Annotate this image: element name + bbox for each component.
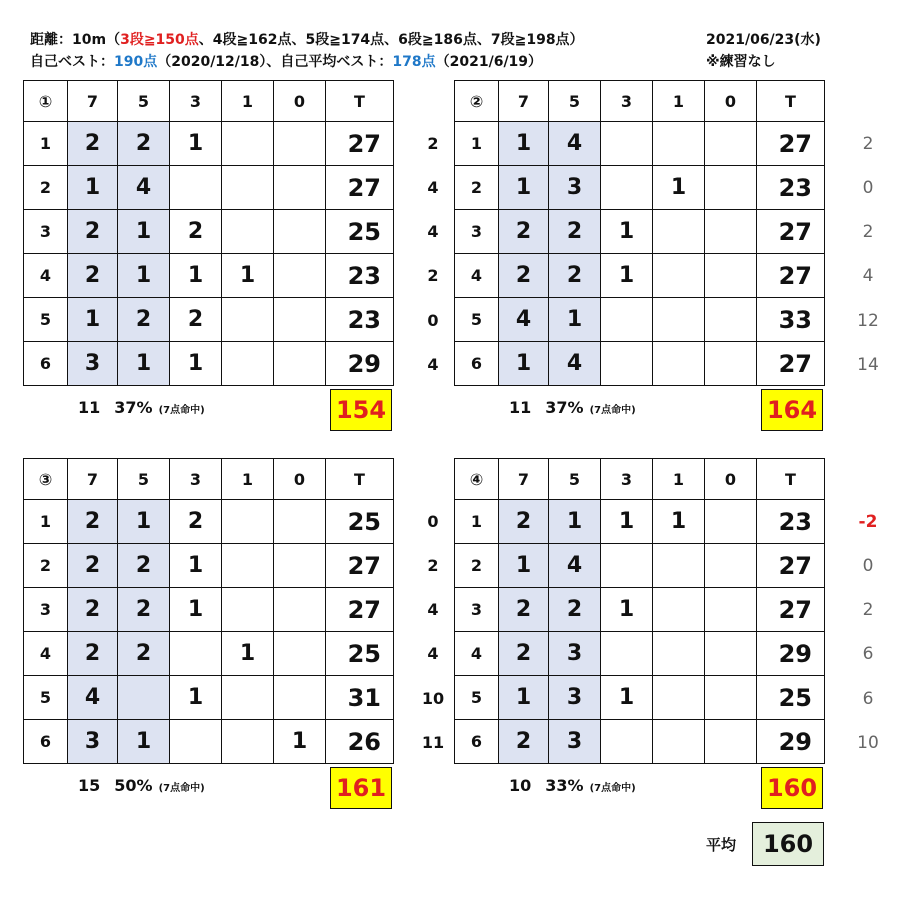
count-3pt: 1: [601, 210, 653, 254]
diff-value: 0: [862, 177, 874, 198]
count-3pt: 1: [170, 676, 222, 720]
count-1pt: [653, 342, 705, 386]
count-5pt: 3: [549, 676, 601, 720]
end-number: 1: [24, 122, 68, 166]
column-header-1: 1: [222, 459, 274, 500]
count-0pt: [705, 166, 757, 210]
count-0pt: [705, 342, 757, 386]
round-2-total: 164: [761, 389, 823, 431]
count-0pt: [274, 210, 326, 254]
count-5pt: [118, 676, 170, 720]
count-1pt: [222, 500, 274, 544]
count-3pt: 2: [170, 298, 222, 342]
header-row: [455, 81, 825, 122]
count-0pt: [705, 500, 757, 544]
end-row: [24, 720, 394, 764]
end-number: 5: [24, 676, 68, 720]
end-row: [455, 122, 825, 166]
end-row: [455, 544, 825, 588]
side-value: 0: [427, 310, 439, 330]
count-0pt: [705, 122, 757, 166]
count-1pt: [222, 720, 274, 764]
average-label: 平均: [706, 836, 737, 854]
count-1pt: [222, 676, 274, 720]
round-1-total: 154: [330, 389, 392, 431]
end-total: 29: [326, 342, 394, 386]
column-header-t: T: [757, 459, 825, 500]
count-7pt: 4: [68, 676, 118, 720]
column-header-3: 3: [601, 459, 653, 500]
column-header-5: 5: [118, 81, 170, 122]
end-row: [455, 500, 825, 544]
count-0pt: [274, 676, 326, 720]
count-7pt: 2: [499, 500, 549, 544]
count-1pt: [653, 298, 705, 342]
column-header-3: 3: [170, 459, 222, 500]
side-value: 4: [427, 644, 439, 664]
count-7pt: 2: [68, 254, 118, 298]
round-label: ④: [455, 459, 499, 500]
end-total: 33: [757, 298, 825, 342]
end-row: [24, 500, 394, 544]
end-row: [24, 166, 394, 210]
column-header-1: 1: [222, 81, 274, 122]
round-3-table: [23, 458, 394, 764]
round-4-hit-rate: 10 33% (7点命中): [509, 776, 636, 795]
count-3pt: 1: [601, 254, 653, 298]
count-5pt: 2: [549, 588, 601, 632]
round-4-table: [454, 458, 825, 764]
count-7pt: 1: [499, 122, 549, 166]
count-5pt: 2: [549, 210, 601, 254]
count-0pt: [705, 544, 757, 588]
diff-value: 12: [857, 310, 879, 331]
count-3pt: [170, 720, 222, 764]
count-3pt: 1: [170, 122, 222, 166]
count-7pt: 1: [499, 166, 549, 210]
count-1pt: [653, 632, 705, 676]
count-7pt: 1: [499, 676, 549, 720]
column-header-5: 5: [118, 459, 170, 500]
end-row: [24, 632, 394, 676]
end-row: [24, 254, 394, 298]
side-value: 4: [427, 355, 439, 374]
count-7pt: 2: [68, 588, 118, 632]
column-header-0: 0: [705, 81, 757, 122]
count-7pt: 2: [68, 544, 118, 588]
end-row: [455, 632, 825, 676]
count-0pt: [705, 632, 757, 676]
end-number: 4: [455, 632, 499, 676]
count-3pt: [601, 122, 653, 166]
count-7pt: 3: [68, 720, 118, 764]
count-0pt: [705, 254, 757, 298]
column-header-0: 0: [274, 81, 326, 122]
count-7pt: 4: [499, 298, 549, 342]
count-0pt: [705, 676, 757, 720]
count-0pt: 1: [274, 720, 326, 764]
count-5pt: 4: [549, 342, 601, 386]
diff-value: 14: [857, 355, 879, 375]
end-total: 25: [757, 676, 825, 720]
average-value: 160: [752, 822, 824, 866]
count-5pt: 4: [549, 544, 601, 588]
count-1pt: [222, 298, 274, 342]
practice-note: ※練習なし: [706, 54, 776, 70]
end-total: 27: [757, 588, 825, 632]
end-row: [455, 166, 825, 210]
end-total: 31: [326, 676, 394, 720]
end-total: 27: [757, 210, 825, 254]
round-3-hit-rate: 15 50% (7点命中): [78, 776, 205, 795]
count-5pt: 2: [118, 544, 170, 588]
count-0pt: [274, 298, 326, 342]
diff-value: 0: [862, 555, 874, 576]
count-1pt: [653, 676, 705, 720]
end-row: [455, 720, 825, 764]
end-number: 1: [455, 122, 499, 166]
count-1pt: [222, 210, 274, 254]
end-number: 6: [24, 342, 68, 386]
count-0pt: [274, 254, 326, 298]
round-2-table: [454, 80, 825, 386]
side-value: 4: [427, 177, 439, 197]
column-header-t: T: [326, 81, 394, 122]
column-header-5: 5: [549, 459, 601, 500]
count-5pt: 2: [549, 254, 601, 298]
end-number: 5: [24, 298, 68, 342]
count-1pt: [222, 166, 274, 210]
count-7pt: 2: [499, 720, 549, 764]
end-total: 23: [326, 298, 394, 342]
count-3pt: 1: [170, 588, 222, 632]
count-1pt: [222, 588, 274, 632]
end-number: 1: [455, 500, 499, 544]
count-7pt: 3: [68, 342, 118, 386]
dan3-threshold: 3段≧150点: [120, 32, 199, 48]
count-7pt: 1: [499, 342, 549, 386]
end-row: [24, 342, 394, 386]
end-number: 6: [24, 720, 68, 764]
count-7pt: 2: [499, 254, 549, 298]
end-row: [455, 210, 825, 254]
round-2-hit-rate: 11 37% (7点命中): [509, 398, 636, 417]
end-total: 29: [757, 632, 825, 676]
count-7pt: 2: [68, 500, 118, 544]
end-row: [24, 544, 394, 588]
count-1pt: 1: [222, 632, 274, 676]
count-5pt: 3: [549, 632, 601, 676]
round-3-total: 161: [330, 767, 392, 809]
count-0pt: [705, 720, 757, 764]
end-number: 4: [455, 254, 499, 298]
end-number: 3: [455, 210, 499, 254]
count-7pt: 2: [499, 210, 549, 254]
count-5pt: 2: [118, 588, 170, 632]
count-1pt: [222, 544, 274, 588]
count-7pt: 1: [499, 544, 549, 588]
round-1-hit-rate: 11 37% (7点命中): [78, 398, 205, 417]
count-7pt: 2: [68, 210, 118, 254]
end-total: 26: [326, 720, 394, 764]
end-row: [24, 298, 394, 342]
header-row: [24, 81, 394, 122]
diff-value: 2: [862, 133, 874, 154]
count-7pt: 1: [68, 166, 118, 210]
column-header-t: T: [757, 81, 825, 122]
count-3pt: 1: [170, 254, 222, 298]
count-0pt: [705, 298, 757, 342]
diff-value: 6: [862, 688, 874, 709]
end-number: 2: [24, 166, 68, 210]
end-number: 3: [24, 588, 68, 632]
end-total: 27: [326, 588, 394, 632]
count-3pt: [601, 298, 653, 342]
count-5pt: 1: [549, 500, 601, 544]
end-number: 6: [455, 342, 499, 386]
round-label: ①: [24, 81, 68, 122]
end-total: 27: [757, 342, 825, 386]
end-total: 29: [757, 720, 825, 764]
end-number: 2: [24, 544, 68, 588]
count-5pt: 2: [118, 632, 170, 676]
count-3pt: [601, 720, 653, 764]
count-3pt: 1: [601, 500, 653, 544]
end-row: [455, 342, 825, 386]
count-1pt: 1: [653, 500, 705, 544]
count-3pt: [170, 632, 222, 676]
count-0pt: [274, 544, 326, 588]
column-header-3: 3: [601, 81, 653, 122]
count-0pt: [705, 210, 757, 254]
count-7pt: 2: [68, 122, 118, 166]
count-3pt: [601, 342, 653, 386]
side-value: 11: [421, 733, 445, 752]
session-date: 2021/06/23(水): [706, 32, 821, 48]
count-5pt: 3: [549, 166, 601, 210]
count-5pt: 3: [549, 720, 601, 764]
count-1pt: [653, 588, 705, 632]
end-number: 1: [24, 500, 68, 544]
end-total: 27: [326, 122, 394, 166]
count-7pt: 2: [499, 588, 549, 632]
end-number: 2: [455, 166, 499, 210]
diff-value: 2: [862, 600, 874, 621]
side-value: 2: [427, 266, 439, 286]
column-header-5: 5: [549, 81, 601, 122]
end-total: 25: [326, 632, 394, 676]
count-3pt: 1: [601, 588, 653, 632]
count-3pt: 2: [170, 210, 222, 254]
end-row: [455, 676, 825, 720]
count-0pt: [274, 342, 326, 386]
column-header-7: 7: [68, 459, 118, 500]
count-5pt: 4: [549, 122, 601, 166]
count-5pt: 1: [118, 720, 170, 764]
count-0pt: [274, 166, 326, 210]
count-0pt: [274, 632, 326, 676]
end-number: 3: [455, 588, 499, 632]
distance-line: 距離：10m（3段≧150点、4段≧162点、5段≧174点、6段≧186点、7段≧198点）: [30, 32, 584, 48]
column-header-3: 3: [170, 81, 222, 122]
diff-value: 2: [862, 222, 874, 243]
count-3pt: 1: [170, 544, 222, 588]
end-total: 27: [326, 166, 394, 210]
count-5pt: 4: [118, 166, 170, 210]
round-label: ③: [24, 459, 68, 500]
count-0pt: [705, 588, 757, 632]
count-5pt: 1: [549, 298, 601, 342]
best-line: 自己ベスト：190点（2020/12/18）、自己平均ベスト：178点（2021/6/19）: [30, 54, 543, 70]
diff-value: 4: [862, 266, 874, 287]
side-value: 2: [427, 555, 439, 575]
side-value: 2: [427, 133, 439, 153]
count-0pt: [274, 500, 326, 544]
count-3pt: 1: [170, 342, 222, 386]
column-header-7: 7: [68, 81, 118, 122]
end-row: [24, 122, 394, 166]
diff-value: 10: [857, 733, 879, 753]
round-label: ②: [455, 81, 499, 122]
count-5pt: 1: [118, 254, 170, 298]
end-total: 27: [757, 254, 825, 298]
side-value: 4: [427, 222, 439, 242]
end-number: 4: [24, 254, 68, 298]
count-3pt: [601, 166, 653, 210]
side-value: 0: [427, 511, 439, 531]
count-3pt: 2: [170, 500, 222, 544]
count-5pt: 2: [118, 298, 170, 342]
end-number: 5: [455, 298, 499, 342]
end-total: 23: [757, 166, 825, 210]
end-number: 3: [24, 210, 68, 254]
end-total: 27: [757, 544, 825, 588]
column-header-7: 7: [499, 81, 549, 122]
header-row: [455, 459, 825, 500]
end-row: [24, 676, 394, 720]
end-total: 23: [757, 500, 825, 544]
count-1pt: [653, 720, 705, 764]
end-row: [455, 298, 825, 342]
count-1pt: [222, 122, 274, 166]
count-3pt: 1: [601, 676, 653, 720]
end-total: 27: [757, 122, 825, 166]
count-5pt: 2: [118, 122, 170, 166]
average-best: 178点: [392, 54, 436, 70]
count-1pt: [653, 210, 705, 254]
count-7pt: 1: [68, 298, 118, 342]
count-7pt: 2: [68, 632, 118, 676]
diff-value: -2: [858, 511, 878, 532]
end-number: 5: [455, 676, 499, 720]
count-3pt: [170, 166, 222, 210]
count-3pt: [601, 632, 653, 676]
count-1pt: [653, 122, 705, 166]
count-1pt: [222, 342, 274, 386]
column-header-1: 1: [653, 81, 705, 122]
column-header-1: 1: [653, 459, 705, 500]
diff-value: 6: [862, 644, 874, 665]
end-total: 25: [326, 500, 394, 544]
end-total: 23: [326, 254, 394, 298]
end-number: 2: [455, 544, 499, 588]
end-total: 27: [326, 544, 394, 588]
count-1pt: [653, 544, 705, 588]
side-value: 4: [427, 600, 439, 620]
side-value: 10: [421, 688, 445, 708]
count-3pt: [601, 544, 653, 588]
round-1-table: [23, 80, 394, 386]
end-row: [455, 254, 825, 298]
end-number: 6: [455, 720, 499, 764]
count-1pt: 1: [222, 254, 274, 298]
header-row: [24, 459, 394, 500]
column-header-7: 7: [499, 459, 549, 500]
end-total: 25: [326, 210, 394, 254]
count-5pt: 1: [118, 210, 170, 254]
count-0pt: [274, 588, 326, 632]
end-number: 4: [24, 632, 68, 676]
count-5pt: 1: [118, 342, 170, 386]
round-4-total: 160: [761, 767, 823, 809]
column-header-t: T: [326, 459, 394, 500]
end-row: [24, 210, 394, 254]
best-score: 190点: [114, 54, 158, 70]
end-row: [24, 588, 394, 632]
count-1pt: 1: [653, 166, 705, 210]
end-row: [455, 588, 825, 632]
count-0pt: [274, 122, 326, 166]
column-header-0: 0: [274, 459, 326, 500]
count-1pt: [653, 254, 705, 298]
column-header-0: 0: [705, 459, 757, 500]
count-7pt: 2: [499, 632, 549, 676]
count-5pt: 1: [118, 500, 170, 544]
